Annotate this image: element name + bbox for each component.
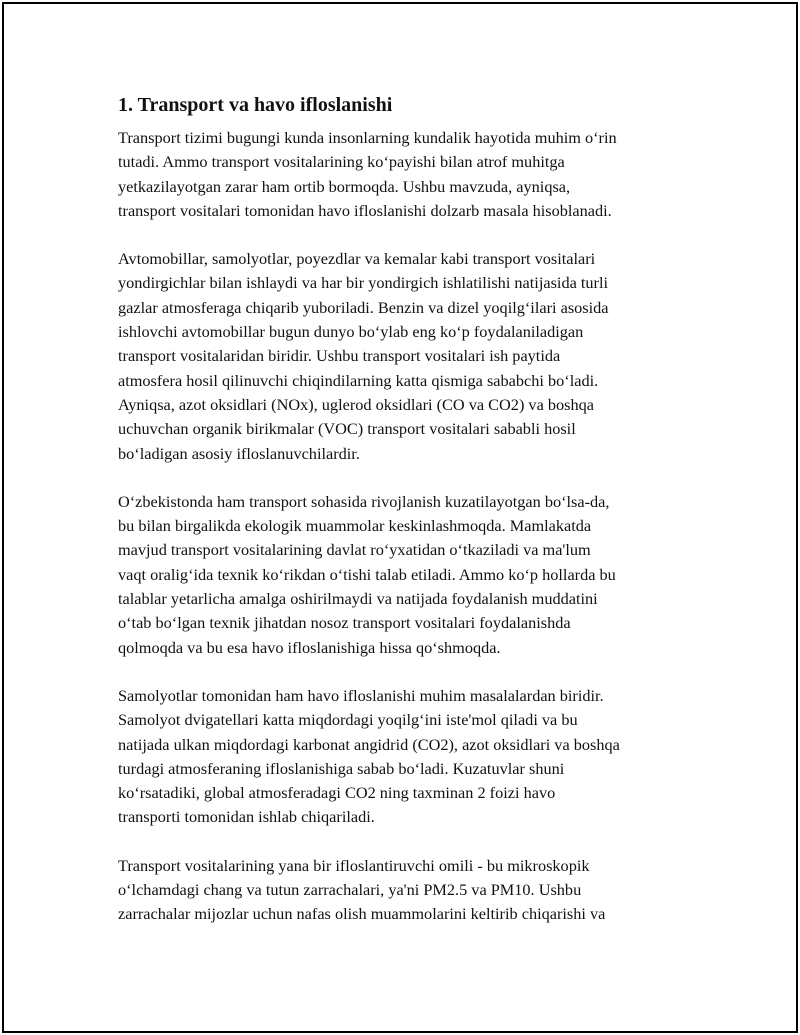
text-line: atmosfera hosil qilinuvchi chiqindilarning katta qismiga sababchi bo‘ladi. (118, 370, 599, 390)
text-line: O‘zbekistonda ham transport sohasida rivojlanish kuzatilayotgan bo‘lsa-da, (118, 491, 610, 511)
text-line: yondirgichlar bilan ishlaydi va har bir yondirgich ishlatilishi natijasida turli (118, 273, 609, 293)
text-line: ishlovchi avtomobillar bugun dunyo bo‘ylab eng ko‘p foydalaniladigan (118, 322, 584, 342)
text-line: Avtomobillar, samolyotlar, poyezdlar va kemalar kabi transport vositalari (118, 249, 596, 269)
text-line: bo‘ladigan asosiy ifloslanuvchilardir. (118, 443, 360, 463)
paragraph-1 (118, 126, 698, 223)
text-line: bu bilan birgalikda ekologik muammolar keskinlashmoqda. Mamlakatda (118, 516, 592, 536)
text-line: transport vositalari tomonidan havo ifloslanishi dolzarb masala hisoblanadi. (118, 200, 612, 220)
text-line: Transport tizimi bugungi kunda insonlarning kundalik hayotida muhim o‘rin (118, 128, 617, 147)
text-line: mavjud transport vositalarining davlat ro‘yxatidan o‘tkaziladi va ma'lum (118, 540, 591, 560)
section-heading: 1. Transport va havo ifloslanishi (118, 94, 393, 116)
text-line: o‘tab bo‘lgan texnik jihatdan nosoz transport vositalari foydalanishda (118, 613, 571, 633)
document-body (118, 92, 698, 951)
text-line: Transport vositalarining yana bir ifloslantiruvchi omili - bu mikroskopik (118, 855, 590, 875)
text-line: vaqt oralig‘ida texnik ko‘rikdan o‘tishi talab etiladi. Ammo ko‘p hollarda bu (118, 564, 616, 584)
text-line: uchuvchan organik birikmalar (VOC) transport vositalari sababli hosil (118, 419, 576, 439)
text-line: Samolyotlar tomonidan ham havo ifloslanishi muhim masalalardan biridir. (118, 685, 604, 705)
text-line: zarrachalar mijozlar uchun nafas olish muammolarini keltirib chiqarishi va (118, 904, 606, 924)
text-line: natijada ulkan miqdordagi karbonat angidrid (CO2), azot oksidlari va boshqa (118, 734, 620, 754)
text-line: talablar yetarlicha amalga oshirilmaydi va natijada foydalanish muddatini (118, 589, 598, 609)
text-line: Samolyot dvigatellari katta miqdordagi yoqilg‘ini iste'mol qiladi va bu (118, 710, 578, 730)
text-line: transport vositalaridan biridir. Ushbu transport vositalari ish paytida (118, 346, 561, 366)
paragraph-3 (118, 490, 698, 660)
text-line: gazlar atmosferaga chiqarib yuboriladi. Benzin va dizel yoqilg‘ilari asosida (118, 297, 609, 317)
text-line: turdagi atmosferaning ifloslanishiga sabab bo‘ladi. Kuzatuvlar shuni (118, 758, 565, 778)
text-line: tutadi. Ammo transport vositalarining ko‘payishi bilan atrof muhitga (118, 152, 565, 172)
paragraph-4 (118, 684, 698, 830)
text-line: o‘lchamdagi chang va tutun zarrachalari, ya'ni PM2.5 va PM10. Ushbu (118, 880, 582, 900)
text-line: yetkazilayotgan zarar ham ortib bormoqda. Ushbu mavzuda, ayniqsa, (118, 176, 571, 196)
text-line: ko‘rsatadiki, global atmosferadagi CO2 ning taxminan 2 foizi havo (118, 783, 556, 803)
text-line: transporti tomonidan ishlab chiqariladi. (118, 807, 375, 827)
text-line: qolmoqda va bu esa havo ifloslanishiga hissa qo‘shmoqda. (118, 637, 501, 657)
text-line: Ayniqsa, azot oksidlari (NOx), uglerod oksidlari (CO va CO2) va boshqa (118, 394, 594, 414)
paragraph-5 (118, 854, 698, 927)
paragraph-2 (118, 247, 698, 466)
